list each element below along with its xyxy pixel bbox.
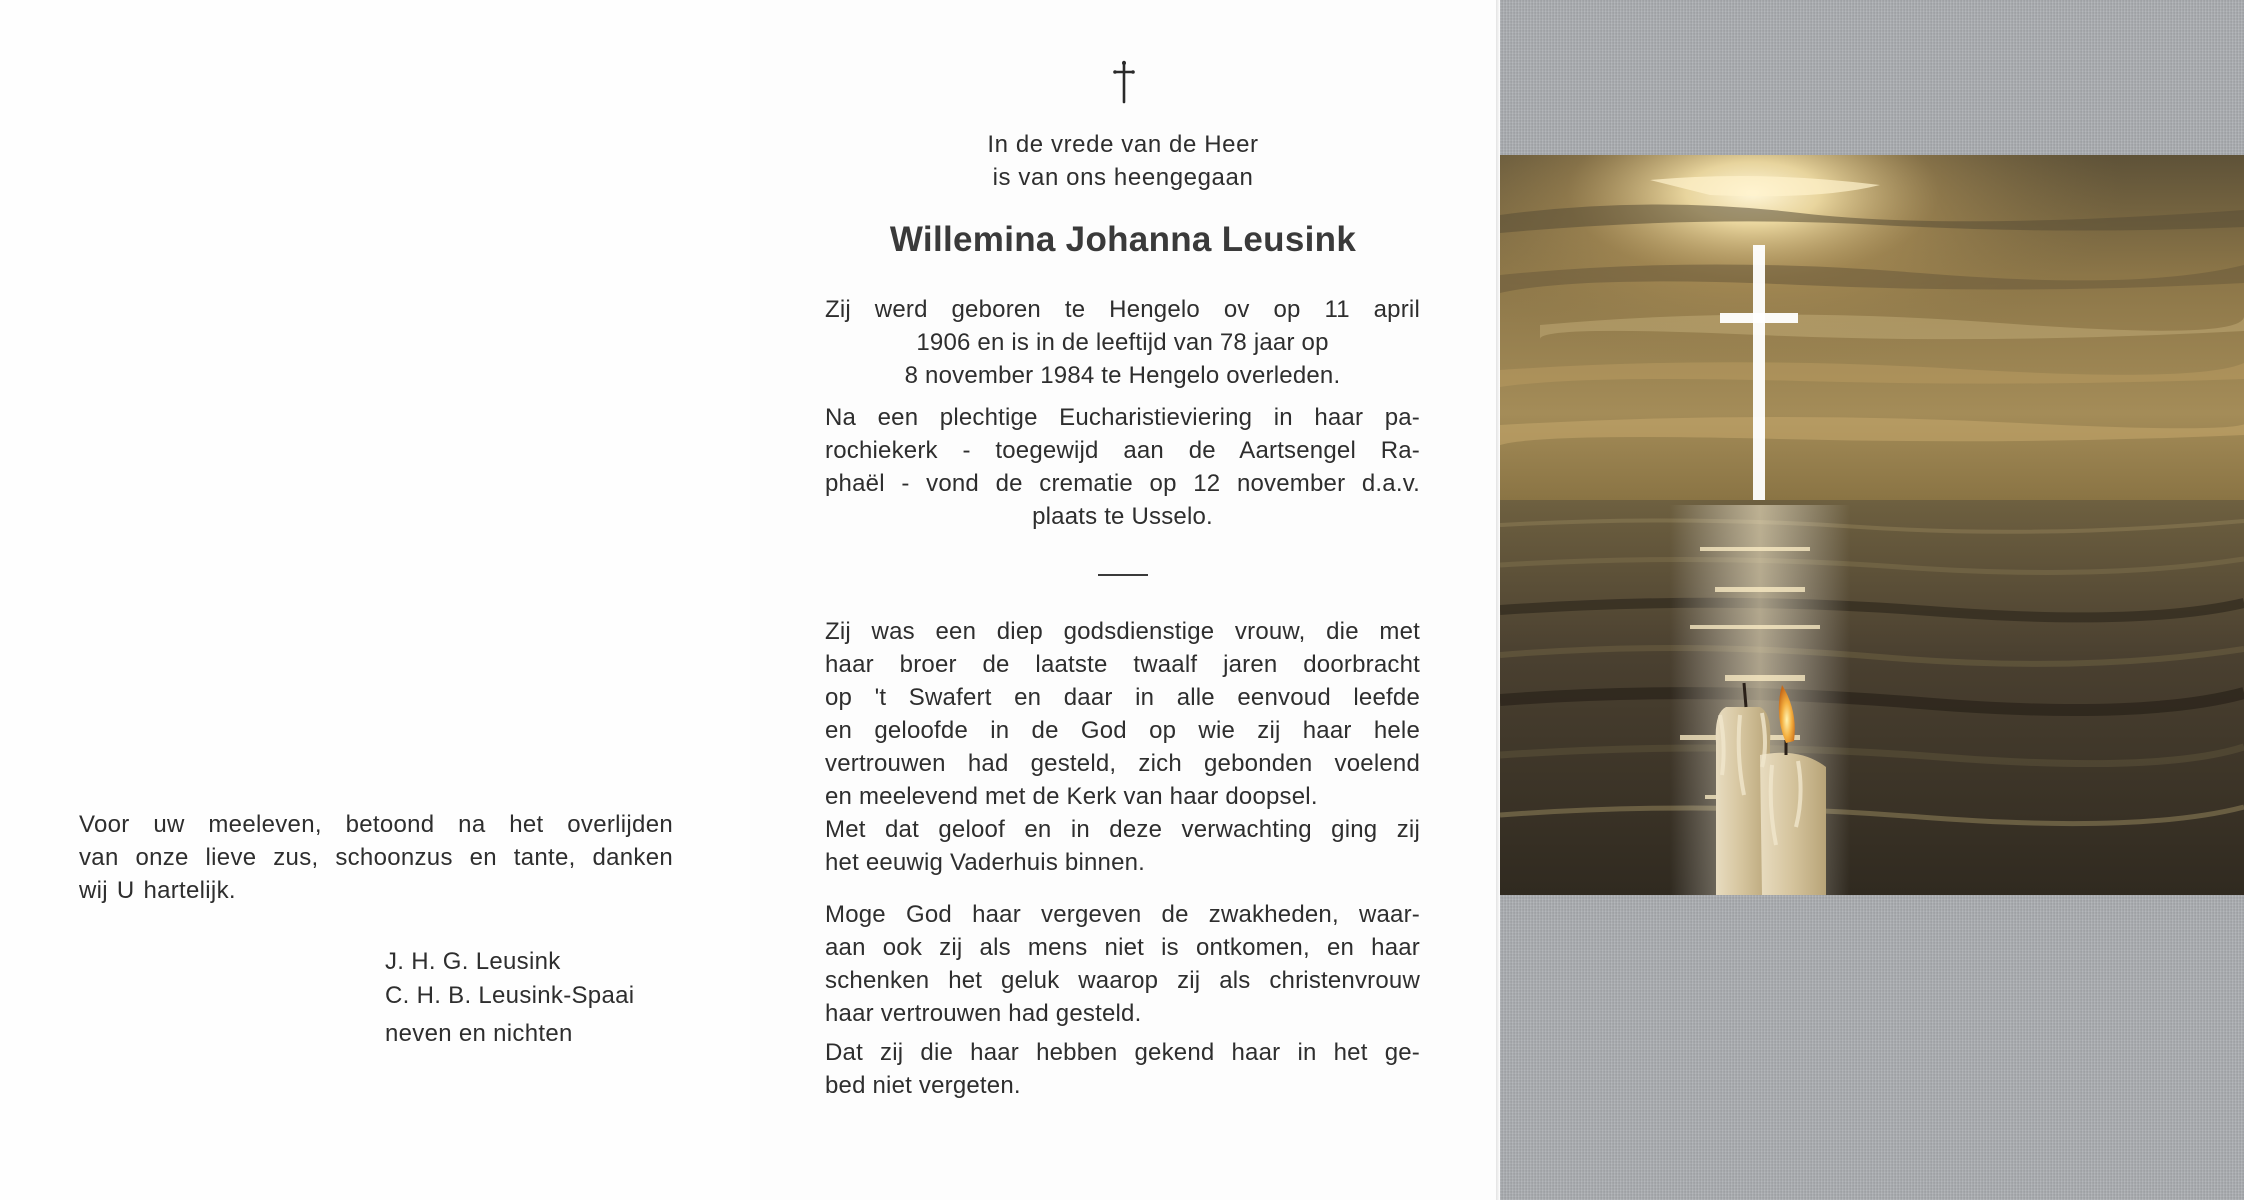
paragraph-line: phaël - vond de crematie op 12 november d.a.v. [825, 470, 1420, 497]
service-paragraph [825, 401, 1420, 533]
paragraph-line: plaats te Usselo. [1032, 503, 1213, 530]
deceased-name: Willemina Johanna Leusink [889, 220, 1357, 259]
paragraph-line: en meelevend met de Kerk van haar doopsel. [825, 783, 1318, 810]
paragraph-line: Moge God haar vergeven de zwakheden, waar- [825, 901, 1420, 928]
paragraph-line: haar broer de laatste twaalf jaren doorbracht [825, 651, 1420, 678]
signatures [385, 945, 634, 1051]
signature-line: J. H. G. Leusink [385, 948, 561, 975]
thanks-message [79, 808, 673, 907]
paragraph-line: bed niet vergeten. [825, 1072, 1021, 1099]
paragraph-line: en geloofde in de God op wie zij haar hele [825, 717, 1420, 744]
left-panel [0, 0, 750, 1200]
paragraph-line: haar vertrouwen had gesteld. [825, 1000, 1142, 1027]
paragraph-line: Zij was een diep godsdienstige vrouw, die met [825, 618, 1420, 645]
thanks-line: Voor uw meeleven, betoond na het overlijden [79, 811, 673, 838]
right-panel [1496, 0, 2244, 1200]
sunset-sea-photo [1500, 155, 2244, 895]
paragraph-line: op 't Swafert en daar in alle eenvoud leefde [825, 684, 1420, 711]
forgiveness-paragraph [825, 898, 1420, 1030]
paragraph-line: Na een plechtige Eucharistieviering in haar pa- [825, 404, 1420, 431]
paragraph-line: Dat zij die haar hebben gekend haar in het ge- [825, 1039, 1420, 1066]
intro-text [750, 128, 1496, 194]
intro-line: In de vrede van de Heer [987, 131, 1259, 158]
paragraph-line: aan ook zij als mens niet is ontkomen, en haar [825, 934, 1420, 961]
paragraph-line: het eeuwig Vaderhuis binnen. [825, 849, 1146, 876]
paragraph-line: 1906 en is in de leeftijd van 78 jaar op [916, 329, 1329, 356]
paragraph-line: vertrouwen had gesteld, zich gebonden voelend [825, 750, 1420, 777]
birth-paragraph [825, 293, 1420, 392]
paragraph-line: 8 november 1984 te Hengelo overleden. [904, 362, 1341, 389]
dagger-cross-icon [1112, 60, 1136, 104]
center-panel [750, 0, 1496, 1200]
paragraph-line: rochiekerk - toegewijd aan de Aartsengel Ra- [825, 437, 1420, 464]
signature-line: C. H. B. Leusink-Spaai [385, 982, 635, 1009]
signature-line: neven en nichten [385, 1020, 573, 1047]
paragraph-line: schenken het geluk waarop zij als christenvrouw [825, 967, 1420, 994]
thanks-line: wij U hartelijk. [79, 877, 236, 904]
paragraph-line: Met dat geloof en in deze verwachting ging zij [825, 816, 1420, 843]
thanks-line: van onze lieve zus, schoonzus en tante, danken [79, 844, 673, 871]
divider-line [1098, 574, 1148, 576]
intro-line: is van ons heengegaan [992, 164, 1254, 191]
paragraph-line: Zij werd geboren te Hengelo ov op 11 april [825, 296, 1420, 323]
remembrance-paragraph [825, 1036, 1420, 1102]
faith-paragraph [825, 615, 1420, 879]
